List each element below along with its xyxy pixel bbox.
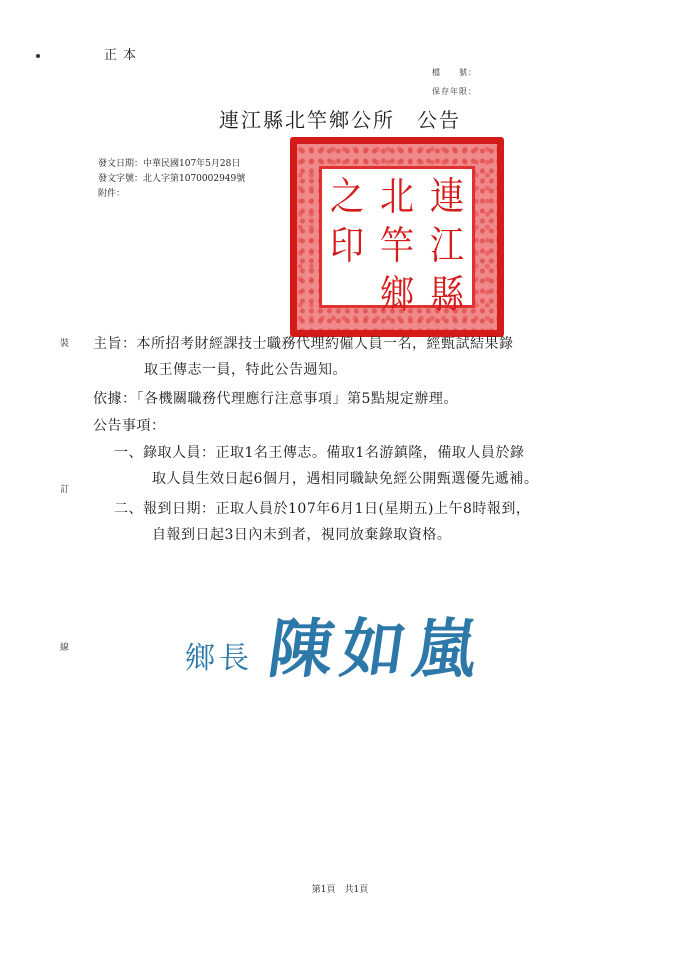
- item2-line-1: 二、報到日期：正取人員於107年6月1日(星期五)上午8時報到，: [114, 501, 531, 517]
- attachment-label: 附件：: [98, 189, 126, 199]
- binding-mark-zhuang: 裝: [60, 339, 70, 349]
- item1-line-2: 取人員生效日起6個月，遇相同職缺免經公開甄選優先遞補。: [152, 471, 539, 487]
- copy-label: 正本: [104, 48, 143, 63]
- item2-line-2: 自報到日起3日內未到者，視同放棄錄取資格。: [152, 527, 452, 543]
- basis-line: 依據：「各機關職務代理應行注意事項」第5點規定辦理。: [93, 391, 458, 407]
- seal-char: 北: [380, 174, 414, 221]
- seal-char: 縣: [430, 272, 464, 319]
- subject-line-2: 取王傳志一員，特此公告週知。: [144, 362, 347, 378]
- binding-mark-xian: 線: [60, 643, 70, 653]
- seal-char: 之: [330, 174, 364, 221]
- subject-line-1: 主旨：本所招考財經課技士職務代理約僱人員一名，經甄試結果錄: [93, 336, 514, 352]
- binding-mark-ding: 訂: [60, 485, 70, 495]
- item1-line-1: 一、錄取人員：正取1名王傳志。備取1名游鎮隆，備取人員於錄: [114, 445, 525, 461]
- seal-char: 鄉: [380, 272, 414, 319]
- page-footer: 第1頁 共1頁: [311, 885, 369, 895]
- seal-char: [322, 263, 372, 319]
- dispatch-date: 發文日期：中華民國107年5月28日: [98, 159, 241, 169]
- page-title: 連江縣北竿鄉公所 公告: [219, 108, 461, 132]
- seal-char: 竿: [380, 223, 414, 270]
- seal-inner-frame: [319, 166, 475, 319]
- file-number-label: 檔 號：: [432, 68, 477, 77]
- items-heading: 公告事項：: [93, 418, 166, 434]
- seal-char: 連: [430, 174, 464, 221]
- signature-title: 鄉長: [185, 641, 253, 676]
- corner-dot: [36, 54, 40, 58]
- seal-char: 江: [430, 223, 464, 270]
- official-seal: [290, 137, 504, 337]
- retention-label: 保存年限：: [432, 87, 477, 96]
- signature-name: 陳如嵐: [263, 612, 491, 687]
- dispatch-number: 發文字號：北人字第1070002949號: [98, 174, 246, 184]
- seal-char: 印: [330, 223, 364, 270]
